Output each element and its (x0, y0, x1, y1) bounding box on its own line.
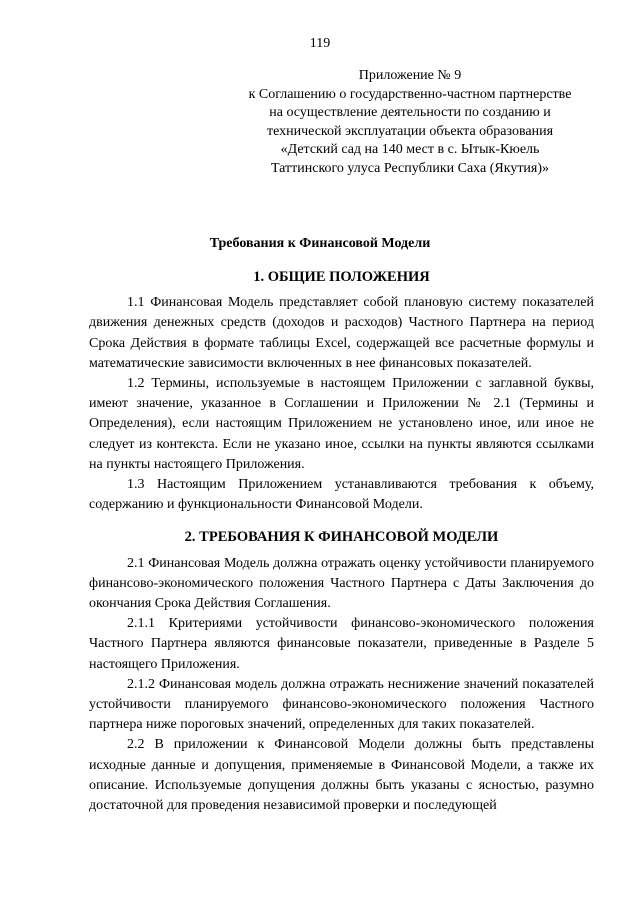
paragraph-2-1-2: 2.1.2 Финансовая модель должна отражать неснижение значений показателей устойчивости планируемого финансово-экономического положения Частного партнера ниже пороговых значений, определенных для таких показателей. (89, 676, 594, 733)
annex-line: Таттинского улуса Республики Саха (Якутия)» (270, 160, 550, 176)
page-number: 119 (309, 36, 331, 51)
paragraph-1-2: 1.2 Термины, используемые в настоящем Приложении с заглавной буквы, имеют значение, указанное в Соглашении и Приложении № 2.1 (Термины и Определения), если настоящим Приложением не установлено иное, или иное не следует из контекста. Если не указано иное, ссылки на пункты являются ссылками на пункты настоящего Приложения. (89, 376, 594, 472)
annex-line: технической эксплуатации объекта образования (266, 123, 554, 139)
document-title: Требования к Финансовой Модели (209, 236, 431, 251)
paragraph-1-1: 1.1 Финансовая Модель представляет собой плановую систему показателей движения денежных средств (доходов и расходов) Частного Партнера на период Срока Действия в формате таблицы Excel, содержащей все расчетные формулы и математические зависимости включенных в нее финансовых показателей. (89, 295, 594, 371)
annex-line: на осуществление деятельности по созданию и (269, 105, 551, 120)
annex-line: Приложение № 9 (358, 68, 462, 83)
document-body (89, 267, 594, 816)
paragraph-1-3: 1.3 Настоящим Приложением устанавливаются требования к объему, содержанию и функциональности Финансовой Модели. (89, 477, 594, 513)
annex-line: «Детский сад на 140 мест в с. Ытык-Кюель (280, 142, 540, 157)
paragraph-2-1: 2.1 Финансовая Модель должна отражать оценку устойчивости планируемого финансово-экономического положения Частного Партнера с Даты Заключения до окончания Срока Действия Соглашения. (89, 555, 594, 612)
annex-header (215, 67, 605, 178)
section-heading-general: 1. ОБЩИЕ ПОЛОЖЕНИЯ (253, 269, 430, 285)
annex-line: к Соглашению о государственно-частном партнерстве (248, 86, 572, 102)
paragraph-2-2: 2.2 В приложении к Финансовой Модели должны быть представлены исходные данные и допущения, применяемые в Финансовой Модели, а также их описание. Используемые допущения должны быть указаны с ясностью, разумно достаточной для проведения независимой проверки и последующей (89, 737, 594, 814)
paragraph-2-1-1: 2.1.1 Критериями устойчивости финансово-экономического положения Частного Партнера являются финансовые показатели, приведенные в Разделе 5 настоящего Приложения. (89, 616, 594, 672)
section-heading-requirements: 2. ТРЕБОВАНИЯ К ФИНАНСОВОЙ МОДЕЛИ (184, 529, 499, 546)
